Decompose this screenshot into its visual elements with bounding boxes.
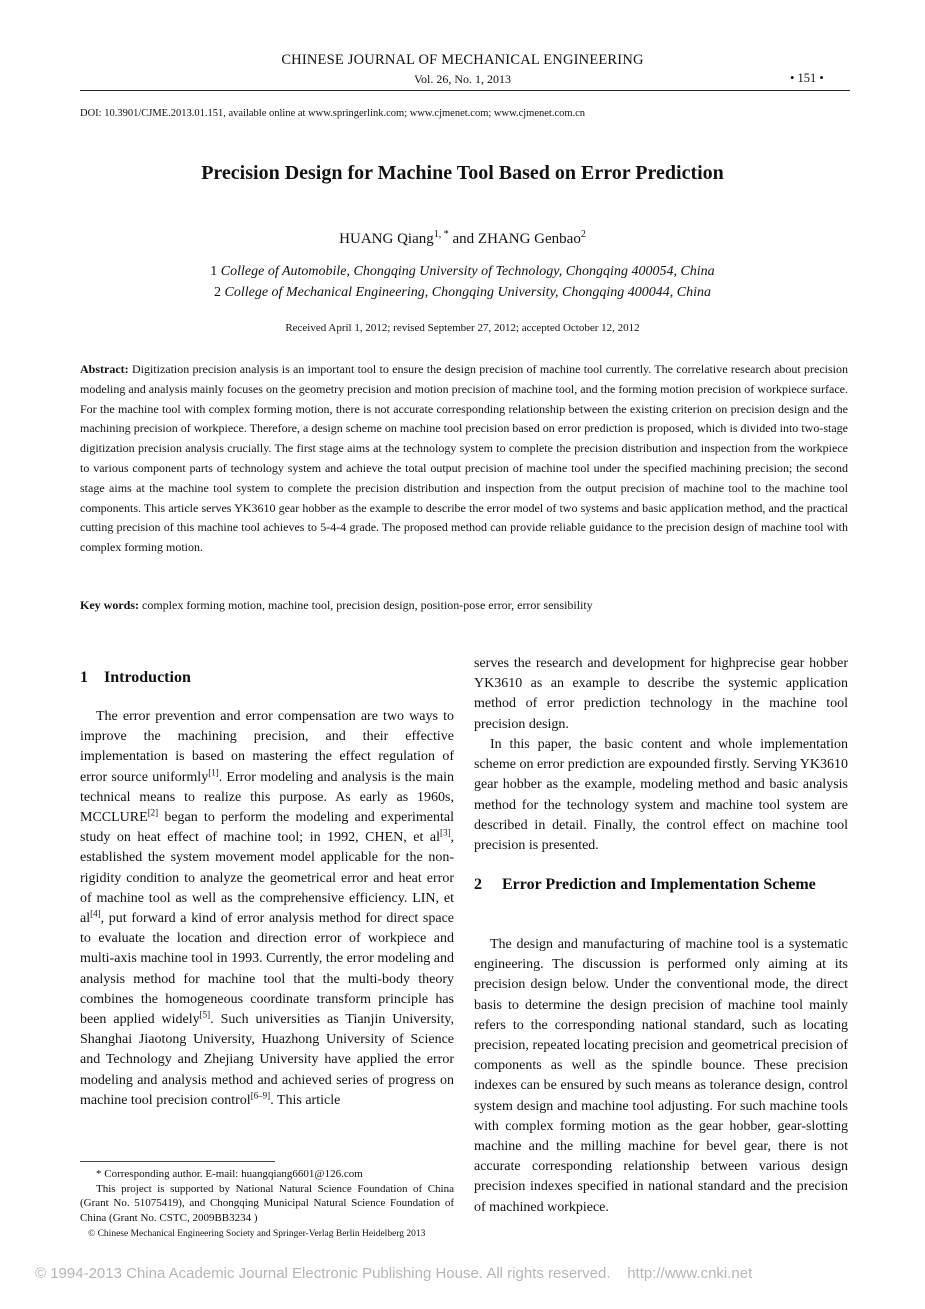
footnotes [80,1167,454,1225]
text-run: , put forward a kind of error analysis method for direct space to evaluate the location and direction error of workpiece and multi-axis machine tool in 1993. Currently, the error modeling and analysis method for machine tool that the multi-body theory combines the homogeneous coordinate transform principle has been applied widely [80,911,454,1028]
citation: [6–9] [250,1090,271,1101]
citation: [2] [147,807,159,818]
section-1-heading: 1 Introduction [80,669,191,686]
text-run: . Such universities as Tianjin University, Shanghai Jiaotong University, Huazhong University of Science and Technology and Zhejiang University have applied the error modeling and analysis method and achieved series of progress on machine tool precision control [80,1012,454,1108]
paper-title: Precision Design for Machine Tool Based on Error Prediction [201,162,724,184]
page-number: • 151 • [790,71,824,85]
section-2-title: Error Prediction and Implementation Scheme [502,876,816,893]
author-1: HUANG Qiang [339,231,434,247]
author-conjunction: and [448,231,478,247]
section-2-number: 2 [474,876,482,893]
text-run: . This article [270,1092,341,1108]
text-run: . Error modeling and analysis is the main technical means to realize this purpose. As early as 1960s, MCCLURE [80,769,454,826]
citation: [3] [440,827,451,838]
affiliation-1 [0,264,925,280]
affiliation-1-number: 1 [210,264,218,279]
abstract-text: Digitization precision analysis is an important tool to ensure the design precision of machine tool currently. The correlative research about precision modeling and analysis mainly focuses on the geometry precision and motion precision of machine tool, and the forming motion precision of workpiece surface. For the machine tool with complex forming motion, there is not accurate corresponding relationship between the existing criterion on precision design and the machining precision of workpiece. Therefore, a design scheme on machine tool precision based on error prediction is proposed, which is divided into two-stage digitization precision analysis crucially. The first stage aims at the technology system to complete the precision distribution and inspection from the workpiece to various component parts of technology system and achieve the total output precision of machine tool under the specified machining precision; the second stage aims at the machine tool system to complete the precision distribution and inspection from the output precision of machine tool to the machine tool components. This article serves YK3610 gear hobber as the example to describe the error model of two systems and basic application method, and the practical cutting precision of this machine tool achieves to 5-4-4 grade. The proposed method can provide reliable guidance to the precision design of machine tool with complex forming motion. [80,362,848,555]
received-dates: Received April 1, 2012; revised September 27, 2012; accepted October 12, 2012 [285,322,640,334]
copyright-note: © Chinese Mechanical Engineering Society and Springer-Verlag Berlin Heidelberg 2013 [88,1229,426,1239]
citation: [1] [208,766,219,777]
text-run: , established the system movement model applicable for the non-rigidity condition to analyze the geometrical error and heat error of machine tool as well as the comprehensive efficiency. LIN, et al [80,830,454,927]
volume-info: Vol. 26, No. 1, 2013 [413,72,512,86]
cnki-watermark [35,1265,752,1282]
affiliation-1-text: College of Automobile, Chongqing University of Technology, Chongqing 400054, China [220,264,715,279]
header-rule [80,90,850,91]
watermark-copyright: © 1994-2013 China Academic Journal Electronic Publishing House. All rights reserved. [35,1265,611,1282]
author-2: ZHANG Genbao [477,231,581,247]
citation: [4] [90,908,101,919]
watermark-url[interactable]: http://www.cnki.net [627,1265,753,1282]
text-run: The error prevention and error compensation are two ways to improve the machining precision, and their effective implementation is based on mastering the effect regulation of error source uniformly [80,709,454,785]
corresponding-author-note: * Corresponding author. E-mail: huangqiang6601@126.com [96,1168,363,1180]
section-1-continuation: serves the research and development for highprecise gear hobber YK3610 as an example to describe the systemic application method of error prediction technology in the machine tool precision design. [474,656,848,732]
affiliation-2-text: College of Mechanical Engineering, Chongqing University, Chongqing 400044, China [224,285,711,300]
section-1-paragraph-1 [80,707,454,1111]
author-1-marker: 1, * [433,229,449,240]
affiliation-2 [0,285,925,301]
keywords-label: Key words: [80,598,139,612]
journal-name: CHINESE JOURNAL OF MECHANICAL ENGINEERING [281,52,644,68]
text-run: began to perform the modeling and experimental study on heat effect of machine tool; in 1992, CHEN, et al [80,810,454,846]
author-2-marker: 2 [580,229,586,240]
section-2-paragraph-1: The design and manufacturing of machine tool is a systematic engineering. The discussion is performed only aiming at its precision design below. Under the conventional mode, the direct basis to determine the design precision of machine tool mainly refers to the corresponding national standard, such as locating precision, repeated locating precision and geometrical precision of components as well as the spindle bounce. These precision indexes can be ensured by such means as tolerance design, control system design and machine tool adjusting. For such machine tools with complex forming motion as the gear hobber, gear-slotting machine and the milling machine for bevel gear, there is not accurate corresponding relationship between various design precision indexes specified in national standard and the precision of machined workpiece. [474,937,848,1215]
keywords [80,598,848,613]
affiliation-2-number: 2 [214,285,222,300]
citation: [5] [199,1009,211,1020]
keywords-text: complex forming motion, machine tool, precision design, position-pose error, error sensibility [142,598,593,612]
funding-note: This project is supported by National Natural Science Foundation of China (Grant No. 51075419), and Chongqing Municipal Natural Science Foundation of China (Grant No. CSTC, 2009BB3234 ) [80,1182,454,1224]
doi-line: DOI: 10.3901/CJME.2013.01.151, available online at www.springerlink.com; www.cjmenet.com; www.cjmenet.com.cn [80,108,586,119]
section-1-paragraph-2: In this paper, the basic content and whole implementation scheme on error prediction are expounded firstly. Serving YK3610 gear hobber as the example, modeling method and basic analysis method for the technology system and machine tool system are described in detail. Finally, the control effect on machine tool precision is presented. [474,737,848,854]
section-2-heading [474,876,848,894]
author-line [0,229,925,248]
abstract-label: Abstract: [80,362,129,376]
abstract [80,360,848,558]
footnote-rule [80,1161,275,1162]
